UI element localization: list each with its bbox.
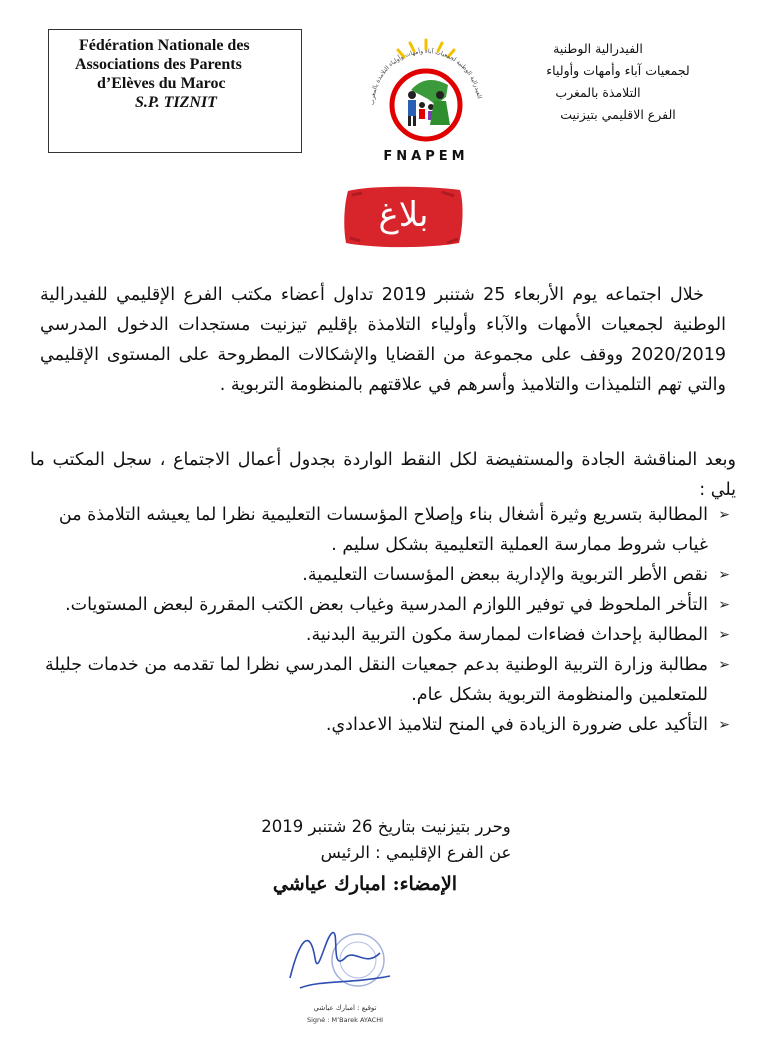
arrow-bullet-icon: ➢ [718, 717, 730, 733]
list-item [40, 710, 730, 740]
french-header-line: S.P. TIZNIT [135, 94, 217, 111]
arrow-bullet-icon: ➢ [718, 567, 730, 583]
arabic-header-line: التلامذة بالمغرب [555, 85, 641, 100]
list-item [40, 560, 730, 590]
arrow-bullet-icon: ➢ [718, 657, 730, 673]
arrow-bullet-icon: ➢ [718, 597, 730, 613]
list-item [40, 500, 730, 560]
logo-text: FNAPEM [383, 149, 469, 164]
signature-caption: توقيع : امبارك عياشي [313, 1004, 377, 1012]
arabic-header-line: لجمعيات آباء وأمهات وأولياء [546, 63, 690, 78]
logo-arc-text: الفيدرالية الوطنية لجمعيات آباء وأمهات وأولياء التلامذة بالمغرب [368, 47, 483, 106]
signature-stamp-image [270, 918, 420, 1038]
list-item-text: مطالبة وزارة التربية الوطنية بدعم جمعيات النقل المدرسي نظرا لما تقدمه من خدمات جليلة للمتعلمين والمنظومة التربوية بشكل عام. [44, 655, 708, 705]
signature-caption-latin: Signé : M’Barek AYACHI [306, 1016, 384, 1024]
intro-paragraph: خلال اجتماعه يوم الأربعاء 25 شتنبر 2019 تداول أعضاء مكتب الفرع الإقليمي للفيدرالية الوطنية لجمعيات الأمهات والآباء وأولياء التلامذة بإقليم تيزنيت مستجدات الدخول المدرسي 2020/2019 ووقف على مجموعة من القضايا والإشكالات المطروحة على المستوى الإقليمي والتي تهم التلميذات والتلاميذ وأسرهم في علاقتهم بالمنظومة التربوية . [40, 285, 726, 395]
french-header-line: Fédération Nationale des [79, 37, 250, 54]
closing-block [236, 814, 536, 866]
demands-list [40, 500, 730, 740]
list-item-text: التأخر الملحوظ في توفير اللوازم المدرسية وغياب بعض الكتب المقررة لبعض المستويات. [65, 595, 708, 615]
french-header-box [48, 29, 302, 153]
list-item [40, 590, 730, 620]
arabic-header [503, 38, 733, 126]
arrow-bullet-icon: ➢ [718, 507, 730, 523]
arabic-header-line: الفرع الاقليمي بتيزنيت [560, 107, 676, 122]
list-item-text: نقص الأطر التربوية والإدارية ببعض المؤسسات التعليمية. [302, 565, 708, 585]
signature-name: الإمضاء: امبارك عياشي [272, 873, 458, 895]
french-header-line: Associations des Parents [75, 56, 242, 73]
second-paragraph: وبعد المناقشة الجادة والمستفيضة لكل النقط الواردة بجدول أعمال الاجتماع ، سجل المكتب ما يلي : [30, 450, 736, 500]
french-header-line: d’Elèves du Maroc [97, 75, 226, 92]
list-item-text: المطالبة بإحداث فضاءات لممارسة مكون التربية البدنية. [305, 625, 708, 645]
fnapem-logo [356, 35, 496, 175]
list-item-text: التأكيد على ضرورة الزيادة في المنح لتلاميذ الاعدادي. [325, 715, 708, 735]
arabic-header-line: الفيدرالية الوطنية [553, 41, 643, 56]
signatory-line: عن الفرع الإقليمي : الرئيس [320, 843, 512, 862]
date-line: وحرر بتيزنيت بتاريخ 26 شتنبر 2019 [261, 817, 511, 836]
list-item [40, 650, 730, 710]
list-item [40, 620, 730, 650]
list-item-text: المطالبة بتسريع وثيرة أشغال بناء وإصلاح المؤسسات التعليمية نظرا لما يعيشه التلامذة من غياب شروط ممارسة العملية التعليمية بشكل سليم . [58, 505, 708, 555]
arrow-bullet-icon: ➢ [718, 627, 730, 643]
page-title: بلاغ [378, 195, 429, 235]
